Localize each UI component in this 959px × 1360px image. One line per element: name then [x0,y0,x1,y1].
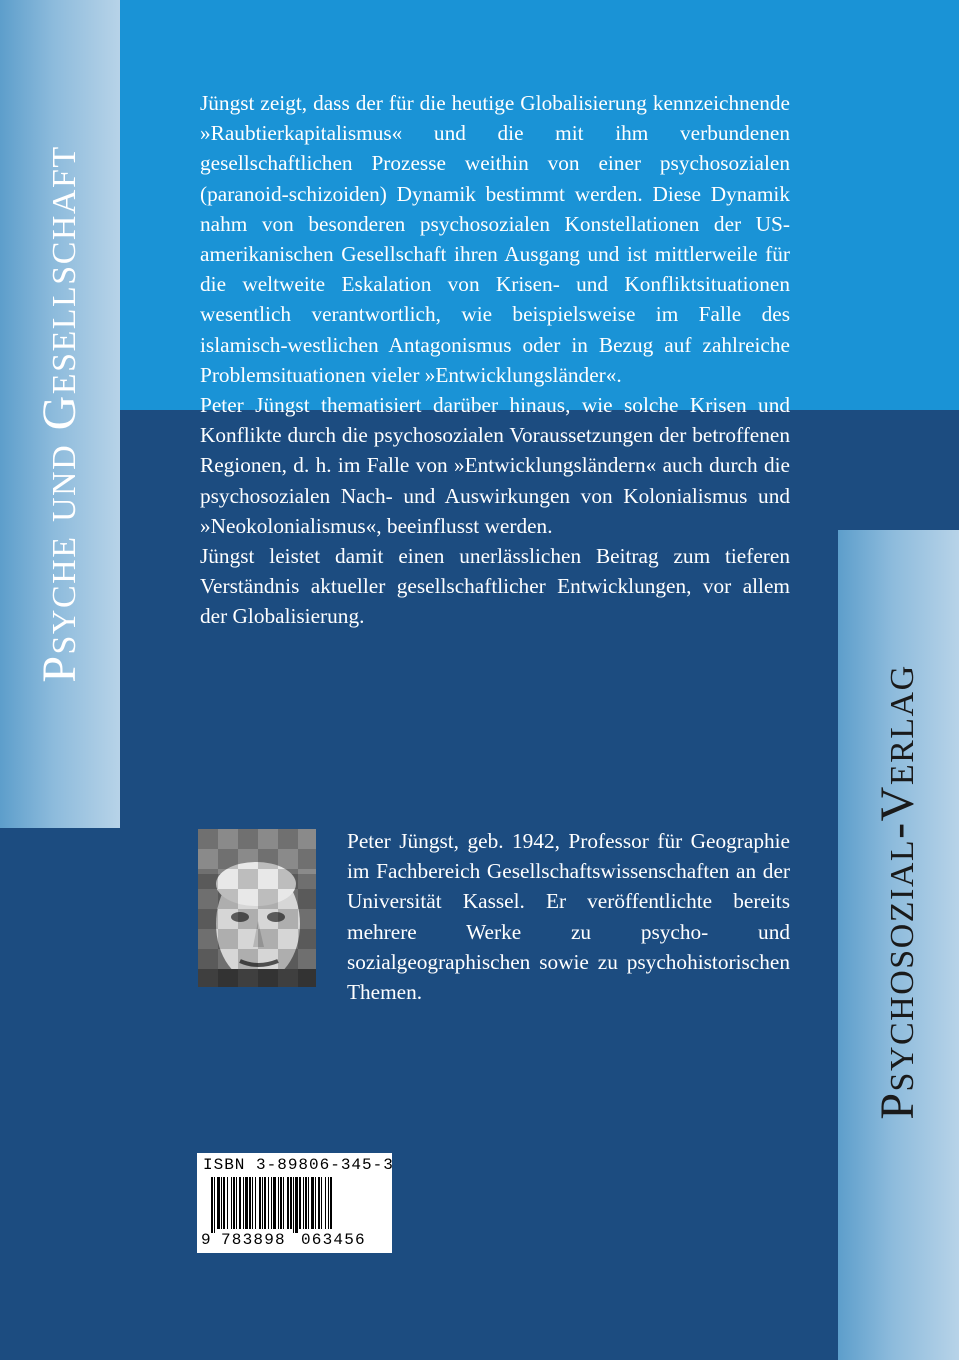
publisher-name: Psychosozial-Verlag [871,664,924,1120]
ean-group-1: 783898 [221,1231,286,1249]
author-bio: Peter Jüngst, geb. 1942, Professor für Geographie im Fachbereich Gesellschaftswissenschaften an der Universität Kassel. Er veröffentlichte bereits mehrere Werke zu psycho- und sozialgeographischen sowie zu psychohistorischen Themen. [347,829,790,1005]
ean-lead-digit: 9 [201,1231,212,1249]
series-title: Psyche und Gesellschaft [33,145,86,683]
blurb-paragraph-3: Jüngst leistet damit einen unerlässlichen Beitrag zum tieferen Verständnis aktueller gesellschaftlicher Entwicklungen, vor allem der Globalisierung. [200,544,790,629]
isbn-label: ISBN 3-89806-345-3 [203,1156,394,1174]
blurb-paragraph-2: Peter Jüngst thematisiert darüber hinaus, wie solche Krisen und Konflikte durch die psychosozialen Voraussetzungen der betroffenen Regionen, d. h. im Falle von »Entwicklungsländern« auch durch die psychosozialen Nach- und Auswirkungen von Kolonialismus und »Neokolonialismus«, beeinflusst werden. [200,393,790,538]
series-title-band [0,0,120,828]
publisher-band [838,530,959,1360]
barcode-bars-image [211,1177,379,1233]
blurb-paragraph-1: Jüngst zeigt, dass der für die heutige Globalisierung kennzeichnende »Raubtierkapitalismus« und die mit ihm verbundenen gesellschaftlichen Prozesse weithin von einer psychosozialen (paranoid-schizoiden) Dynamik bestimmt werden. Diese Dynamik nahm von besonderen psychosozialen Konstellationen der US-amerikanischen Gesellschaft ihren Ausgang und ist mittlerweile für die weltweite Eskalation von Krisen- und Konfliktsituationen wesentlich verantwortlich, wie beispielsweise im Falle des islamisch-westlichen Antagonismus oder in Bezug auf zahlreiche Problemsituationen vieler »Entwicklungsländer«. [200,91,790,387]
book-blurb [200,88,790,632]
isbn-barcode [197,1153,392,1253]
author-photo [198,829,316,987]
author-portrait-image [198,829,316,987]
ean-group-2: 063456 [301,1231,366,1249]
